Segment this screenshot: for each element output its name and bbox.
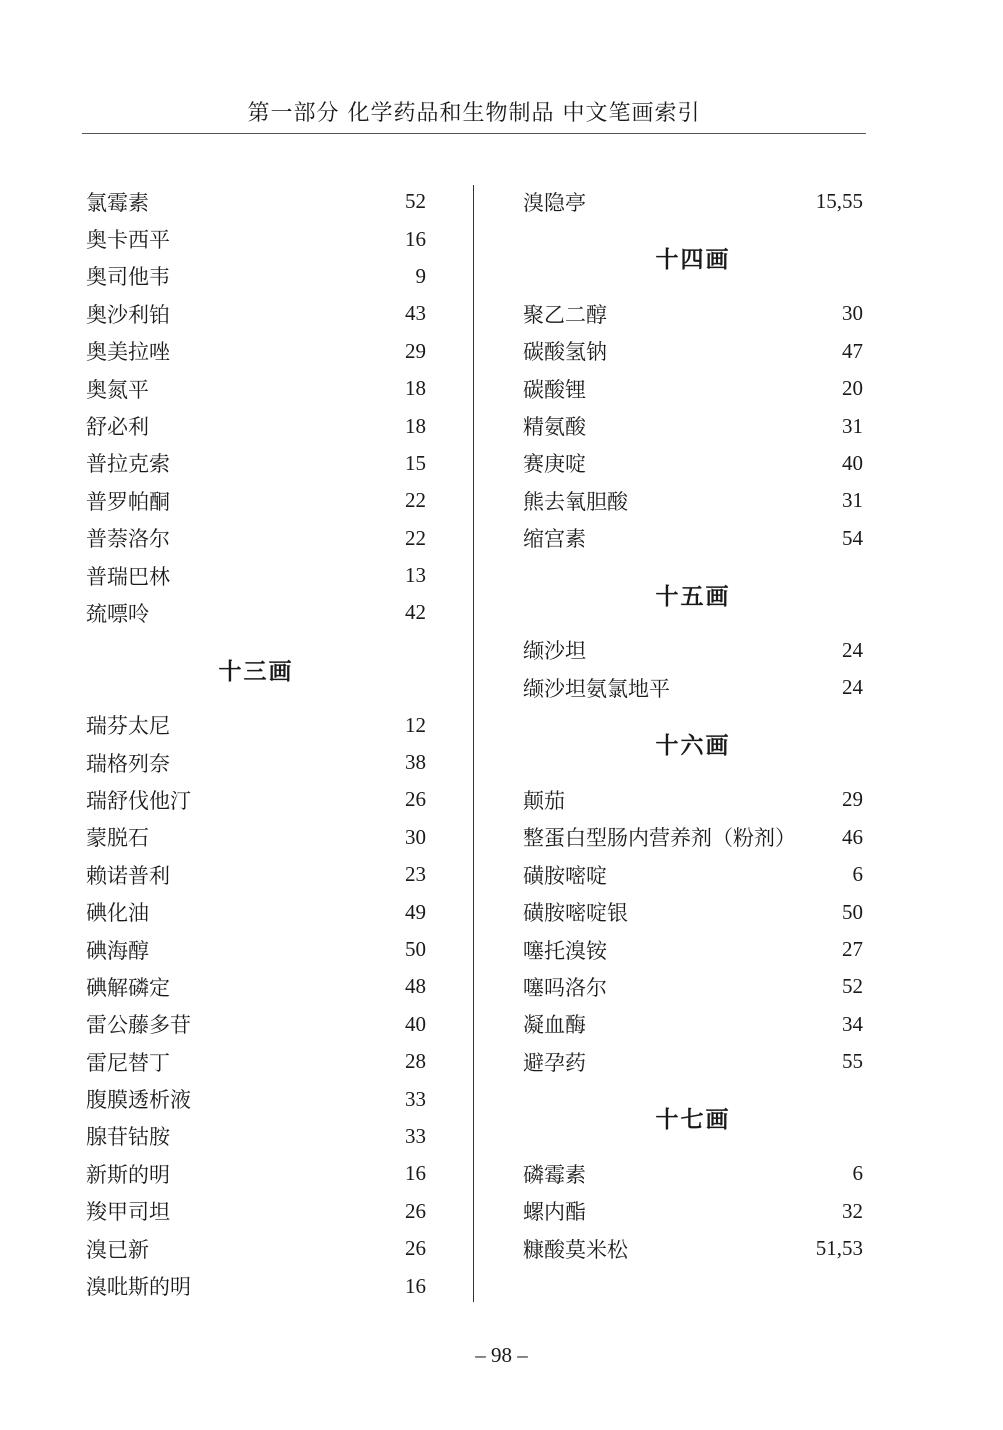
entry-page-number: 54 [842,525,863,550]
index-entry [86,370,426,407]
entry-drug-name: 奥氮平 [86,377,149,402]
entry-page-number: 9 [415,263,426,288]
entry-page-number: 31 [842,488,863,513]
index-entry [86,183,426,220]
entry-drug-name: 瑞格列奈 [86,751,170,776]
index-entry [523,1155,863,1192]
entry-drug-name: 碘化油 [86,901,149,926]
entry-drug-name: 磺胺嘧啶银 [523,901,628,926]
index-entry [86,1006,426,1043]
entry-page-number: 33 [405,1086,426,1111]
entry-page-number: 33 [405,1123,426,1148]
index-entry [86,445,426,482]
index-entry [523,333,863,370]
entry-page-number: 24 [842,675,863,700]
entry-page-number: 23 [405,862,426,887]
index-entry [86,1118,426,1155]
entry-page-number: 49 [405,899,426,924]
entry-page-number: 15,55 [815,189,863,214]
section-heading-13-strokes: 十三画 [218,657,294,685]
index-entry [86,1080,426,1117]
index-entry [523,295,863,332]
entry-drug-name: 雷尼替丁 [86,1050,170,1075]
entry-page-number: 15 [405,450,426,475]
index-entry [523,856,863,893]
entry-drug-name: 避孕药 [523,1050,586,1075]
index-entry [86,781,426,818]
entry-drug-name: 巯嘌呤 [86,601,149,626]
entry-page-number: 43 [405,301,426,326]
entry-page-number: 32 [842,1198,863,1223]
entry-page-number: 47 [842,338,863,363]
index-entry [86,295,426,332]
index-entry [523,482,863,519]
page-number: – 98 – [475,1343,528,1367]
index-entry [86,819,426,856]
index-entry [86,706,426,743]
index-entry [86,482,426,519]
entry-page-number: 16 [405,226,426,251]
entry-page-number: 12 [405,712,426,737]
entry-page-number: 50 [405,937,426,962]
entry-page-number: 18 [405,376,426,401]
entry-drug-name: 糠酸莫米松 [523,1237,628,1262]
index-entry [523,781,863,818]
entry-drug-name: 奥美拉唑 [86,340,170,365]
index-entry [523,1193,863,1230]
entry-drug-name: 溴吡斯的明 [86,1275,191,1300]
index-entry [86,1193,426,1230]
entry-page-number: 28 [405,1049,426,1074]
index-group-16-strokes [523,781,863,1080]
index-group-right-top [523,183,863,220]
index-entry [86,1267,426,1304]
index-entry [86,893,426,930]
entry-page-number: 20 [842,376,863,401]
entry-page-number: 26 [405,1236,426,1261]
index-group-15-strokes [523,632,863,707]
index-entry [523,370,863,407]
index-group-17-strokes [523,1155,863,1267]
index-entry [523,893,863,930]
entry-drug-name: 普罗帕酮 [86,489,170,514]
entry-drug-name: 精氨酸 [523,415,586,440]
entry-page-number: 18 [405,413,426,438]
entry-page-number: 52 [842,974,863,999]
entry-drug-name: 磺胺嘧啶 [523,863,607,888]
entry-page-number: 40 [405,1011,426,1036]
entry-drug-name: 奥卡西平 [86,228,170,253]
entry-page-number: 26 [405,1198,426,1223]
entry-drug-name: 螺内酯 [523,1200,586,1225]
entry-page-number: 29 [405,338,426,363]
index-entry [523,1006,863,1043]
left-column [86,183,426,1305]
entry-drug-name: 氯霉素 [86,190,149,215]
index-entry [86,407,426,444]
entry-drug-name: 新斯的明 [86,1162,170,1187]
index-entry [523,1230,863,1267]
index-entry [86,557,426,594]
entry-drug-name: 缬沙坦 [523,639,586,664]
entry-drug-name: 赛庚啶 [523,452,586,477]
entry-drug-name: 聚乙二醇 [523,302,607,327]
entry-page-number: 48 [405,974,426,999]
entry-page-number: 13 [405,563,426,588]
entry-drug-name: 缩宫素 [523,527,586,552]
entry-page-number: 24 [842,637,863,662]
entry-page-number: 22 [405,525,426,550]
entry-drug-name: 碘海醇 [86,938,149,963]
entry-drug-name: 腹膜透析液 [86,1088,191,1113]
entry-drug-name: 凝血酶 [523,1013,586,1038]
entry-page-number: 40 [842,450,863,475]
entry-drug-name: 溴已新 [86,1237,149,1262]
index-entry [523,407,863,444]
entry-page-number: 29 [842,787,863,812]
entry-drug-name: 奥司他韦 [86,265,170,290]
entry-page-number: 22 [405,488,426,513]
index-entry [523,819,863,856]
entry-drug-name: 颠茄 [523,788,565,813]
entry-drug-name: 熊去氧胆酸 [523,489,628,514]
entry-drug-name: 舒必利 [86,415,149,440]
index-entry [86,520,426,557]
section-heading-17-strokes: 十七画 [655,1106,731,1134]
entry-page-number: 51,53 [815,1236,863,1261]
entry-page-number: 46 [842,824,863,849]
index-entry [86,220,426,257]
index-entry [523,931,863,968]
entry-drug-name: 普拉克索 [86,452,170,477]
entry-page-number: 26 [405,787,426,812]
entry-page-number: 34 [842,1011,863,1036]
entry-drug-name: 噻托溴铵 [523,938,607,963]
entry-page-number: 38 [405,750,426,775]
section-heading-15-strokes: 十五画 [655,582,731,610]
index-entry [523,669,863,706]
index-entry [523,183,863,220]
index-entry [86,856,426,893]
entry-drug-name: 瑞舒伐他汀 [86,788,191,813]
header-divider [82,133,866,134]
entry-drug-name: 碳酸氢钠 [523,340,607,365]
entry-page-number: 31 [842,413,863,438]
index-entry [523,968,863,1005]
index-entry [523,632,863,669]
entry-drug-name: 整蛋白型肠内营养剂（粉剂） [523,826,796,851]
entry-drug-name: 羧甲司坦 [86,1200,170,1225]
entry-drug-name: 碳酸锂 [523,377,586,402]
entry-page-number: 42 [405,600,426,625]
page-header-title: 第一部分 化学药品和生物制品 中文笔画索引 [247,101,701,126]
entry-drug-name: 瑞芬太尼 [86,714,170,739]
entry-drug-name: 蒙脱石 [86,826,149,851]
entry-page-number: 30 [842,301,863,326]
entry-page-number: 50 [842,899,863,924]
entry-page-number: 52 [405,189,426,214]
index-entry [86,333,426,370]
index-group-13-strokes [86,706,426,1304]
entry-drug-name: 雷公藤多苷 [86,1013,191,1038]
section-heading-16-strokes: 十六画 [655,732,731,760]
entry-drug-name: 普瑞巴林 [86,564,170,589]
entry-page-number: 6 [852,862,863,887]
entry-page-number: 6 [852,1161,863,1186]
index-entry [86,744,426,781]
index-group-left-top [86,183,426,632]
right-column [523,183,863,1267]
entry-drug-name: 噻吗洛尔 [523,975,607,1000]
index-entry [86,1043,426,1080]
entry-drug-name: 磷霉素 [523,1162,586,1187]
index-entry [86,1155,426,1192]
entry-page-number: 30 [405,824,426,849]
entry-page-number: 55 [842,1049,863,1074]
index-entry [86,968,426,1005]
entry-drug-name: 赖诺普利 [86,863,170,888]
section-heading-14-strokes: 十四画 [655,246,731,274]
index-entry [86,594,426,631]
index-entry [523,1043,863,1080]
index-entry [86,931,426,968]
entry-drug-name: 碘解磷定 [86,975,170,1000]
entry-page-number: 27 [842,937,863,962]
index-group-14-strokes [523,295,863,557]
entry-drug-name: 腺苷钴胺 [86,1125,170,1150]
index-entry [523,520,863,557]
entry-drug-name: 溴隐亭 [523,190,586,215]
entry-drug-name: 普萘洛尔 [86,527,170,552]
entry-page-number: 16 [405,1161,426,1186]
entry-drug-name: 缬沙坦氨氯地平 [523,676,670,701]
index-entry [86,1230,426,1267]
column-divider [473,185,474,1302]
entry-page-number: 16 [405,1273,426,1298]
index-entry [523,445,863,482]
index-entry [86,258,426,295]
entry-drug-name: 奥沙利铂 [86,302,170,327]
